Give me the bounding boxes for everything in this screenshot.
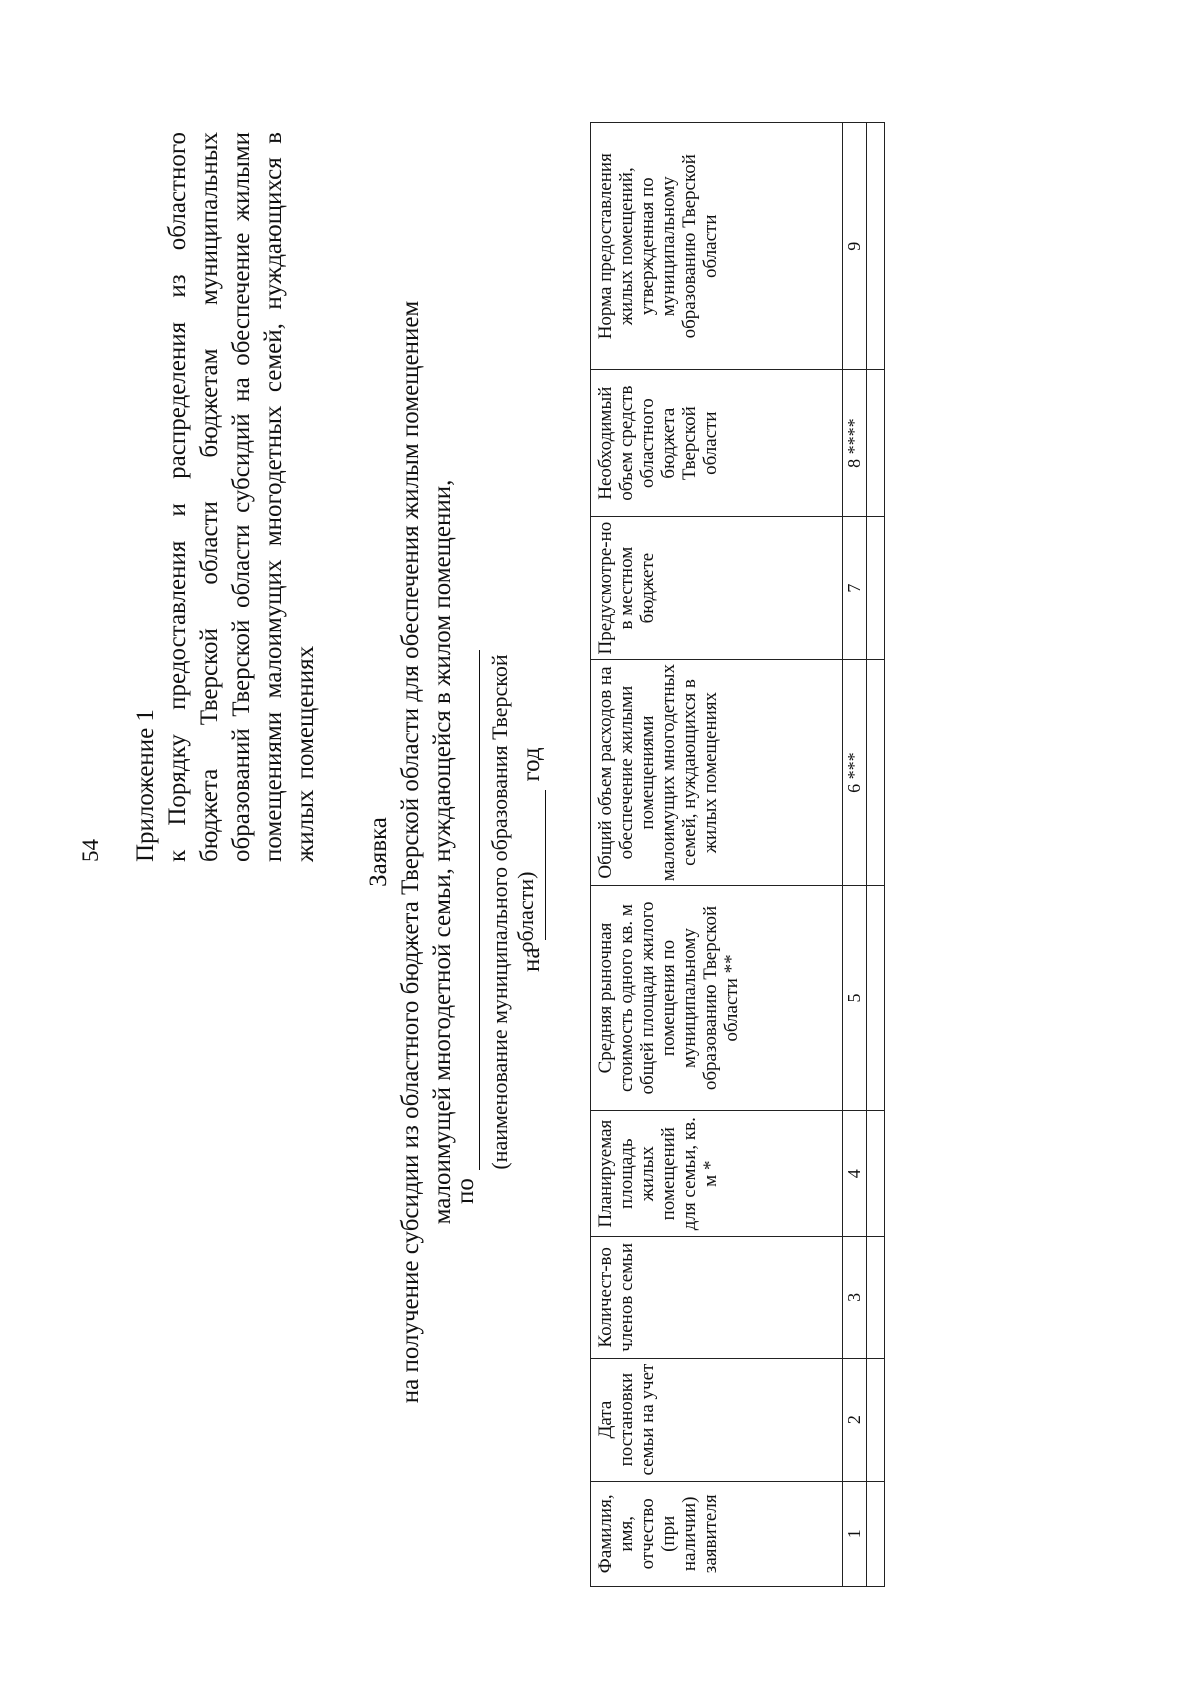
request-title-block: [363, 202, 459, 1502]
page-number: 54: [78, 839, 103, 862]
table-cell: [867, 1358, 885, 1481]
column-number: 7: [843, 516, 867, 659]
column-header: Фамилия, имя, отчество (при наличии) заявителя: [591, 1481, 843, 1586]
column-number: 8 ****: [843, 370, 867, 516]
table-cell: [867, 1237, 885, 1359]
column-header: Дата постановки семьи на учет: [591, 1358, 843, 1481]
appendix-body: к Порядку предоставления и распределения из областного бюджета Тверской области бюджетам муниципальных образований Тверской области субсидий на обеспечение жилыми помещениями малоимущих многодетных семей, нуждающихся в жилых помещениях: [164, 132, 319, 862]
column-header: Планируемая площадь жилых помещений для семьи, кв. м *: [591, 1111, 843, 1237]
column-number: 9: [843, 123, 867, 370]
table-cell: [867, 370, 885, 516]
table-cell: [867, 1111, 885, 1237]
request-table: [590, 122, 885, 1587]
table-cell: [867, 1481, 885, 1586]
table-cell: [867, 123, 885, 370]
table-cell: [867, 516, 885, 659]
po-label: по: [452, 1178, 479, 1204]
column-number: 3: [843, 1237, 867, 1359]
column-header: Количест-во членов семьи: [591, 1237, 843, 1359]
year-prefix: на: [518, 947, 545, 972]
year-suffix: год: [518, 747, 545, 782]
appendix-block: [130, 132, 322, 862]
column-header: Общий объем расходов на обеспечение жилыми помещениями малоимущих многодетных семей, нуждающихся в жилых помещениях: [591, 660, 843, 885]
column-header: Предусмотре-но в местном бюджете: [591, 516, 843, 659]
table-column-number-row: [843, 123, 867, 1587]
request-subtitle-line-2: малоимущей многодетной семьи, нуждающейся в жилом помещении,: [429, 479, 456, 1225]
column-number: 5: [843, 885, 867, 1110]
column-header: Норма предоставления жилых помещений, утвержденная по муниципальному образованию Тверской области: [591, 123, 843, 370]
year-blank: [523, 790, 546, 940]
table-empty-row: [867, 123, 885, 1587]
appendix-title: Приложение 1: [132, 709, 159, 862]
table-header-row: [591, 123, 843, 1587]
column-number: 4: [843, 1111, 867, 1237]
municipality-line: [452, 650, 480, 1204]
table-cell: [867, 660, 885, 885]
municipality-caption: (наименование муниципального образования Тверской области): [487, 654, 538, 1170]
column-number: 2: [843, 1358, 867, 1481]
municipality-blank: [457, 650, 480, 1170]
column-number: 6 ***: [843, 660, 867, 885]
request-heading: Заявка: [365, 817, 392, 887]
table-cell: [867, 885, 885, 1110]
column-number: 1: [843, 1481, 867, 1586]
column-header: Необходимый объем средств областного бюджета Тверской области: [591, 370, 843, 516]
column-header: Средняя рыночная стоимость одного кв. м общей площади жилого помещения по муниципальному образованию Тверской области **: [591, 885, 843, 1110]
year-line: [518, 747, 546, 972]
request-subtitle-line-1: на получение субсидии из областного бюджета Тверской области для обеспечения жилым помещением: [397, 300, 424, 1404]
